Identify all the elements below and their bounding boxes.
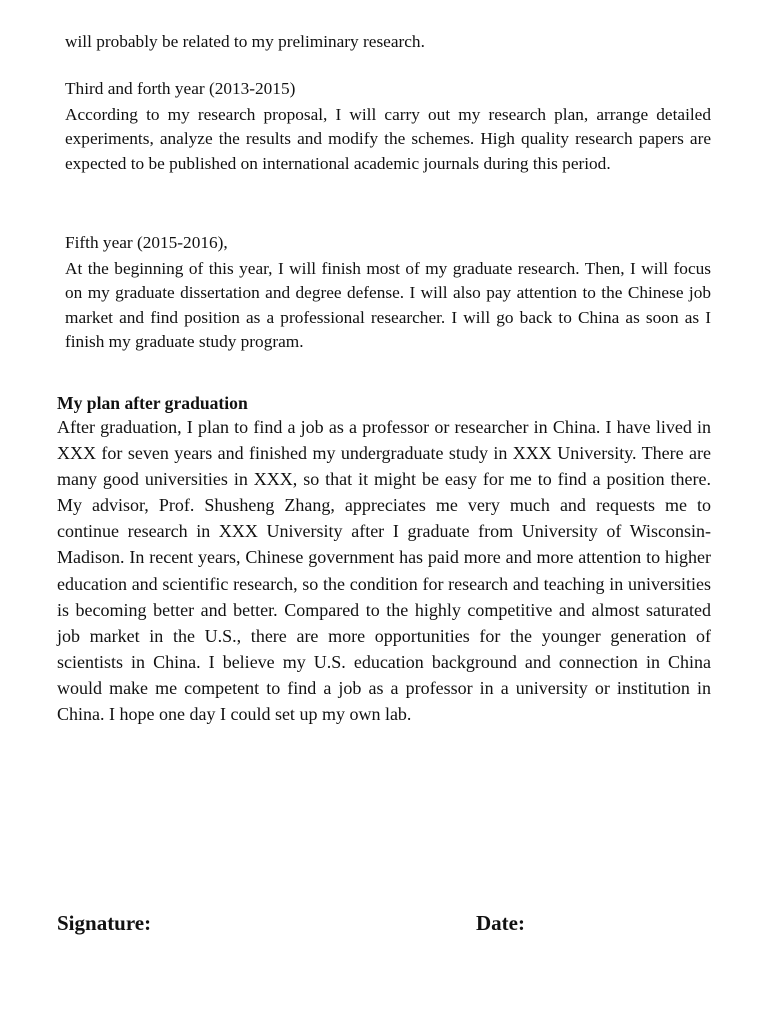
signature-label: Signature: [57, 911, 152, 935]
third-fourth-year-paragraph: According to my research proposal, I will carry out my research plan, arrange detailed experiments, analyze the results and modify the schemes. High quality research papers are expected to be published on international academic journals during this period. [65, 105, 711, 173]
fifth-year-paragraph: At the beginning of this year, I will finish most of my graduate research. Then, I will focus on my graduate dissertation and degree defense. I will also pay attention to the Chinese job market and find position as a professional researcher. I will go back to China as soon as I finish my graduate study program. [65, 259, 711, 352]
date-label: Date: [476, 911, 525, 935]
fifth-year-heading: Fifth year (2015-2016), [65, 233, 228, 252]
plan-after-graduation-paragraph: After graduation, I plan to find a job as a professor or researcher in China. I have lived in XXX for seven years and finished my undergraduate study in XXX University. There are many good universities in XXX, so that it might be easy for me to find a position there. My advisor, Prof. Shusheng Zhang, appreciates me very much and requests me to continue research in XXX University after I graduate from University of Wisconsin-Madison. In recent years, Chinese government has paid more and more attention to higher education and scientific research, so the condition for research and teaching in universities is becoming better and better. Compared to the highly competitive and almost saturated job market in the U.S., there are more opportunities for the younger generation of scientists in China. I believe my U.S. education background and connection in China would make me competent to find a job as a professor in a university or institution in China. I hope one day I could set up my own lab. [57, 417, 711, 725]
continued-paragraph-line: will probably be related to my preliminary research. [65, 32, 425, 51]
third-fourth-year-heading: Third and forth year (2013-2015) [65, 79, 296, 98]
plan-after-graduation-heading: My plan after graduation [57, 393, 248, 413]
